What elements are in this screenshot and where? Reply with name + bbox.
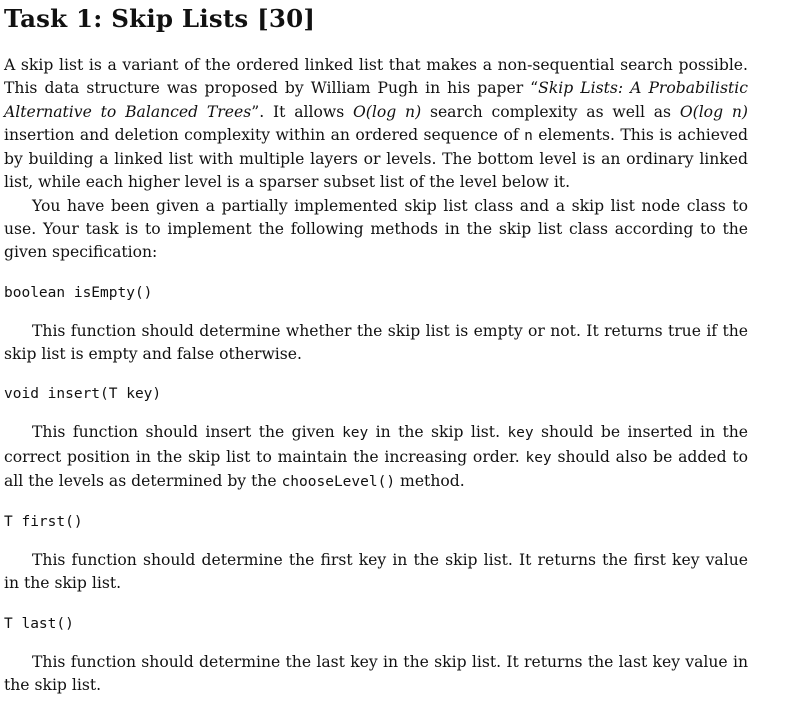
insert-text-4: should also be added to all the levels as determined by the xyxy=(4,447,749,490)
intro-text-a: A skip list is a variant of the ordered linked list that makes a non-sequential search possible. This data structure was proposed by William Pugh in his paper “ xyxy=(4,56,748,98)
task-heading: Task 1: Skip Lists [30] xyxy=(4,4,316,33)
chooselevel-code: chooseLevel() xyxy=(281,473,396,490)
key-code-2: key xyxy=(507,425,534,442)
insert-text-5: method. xyxy=(395,471,465,490)
isempty-signature: boolean isEmpty() xyxy=(4,284,153,301)
complexity-insert-delete: O(log n) xyxy=(679,102,748,121)
paper-title: Skip Lists: A Probabilistic Alternative to Balanced Trees xyxy=(4,79,748,121)
isempty-description: This function should determine whether the skip list is empty or not. It returns true if the skip list is empty and false otherwise. xyxy=(4,321,748,363)
insert-text-1: This function should insert the given xyxy=(32,423,343,442)
insert-text-3: should be inserted in the correct position in the skip list to maintain the increasing order. xyxy=(4,423,749,466)
n-code: n xyxy=(524,127,533,144)
intro-text-d: insertion and deletion complexity within an ordered sequence of xyxy=(4,125,525,144)
insert-description xyxy=(4,421,748,494)
intro-text-b: ”. It allows xyxy=(251,102,353,121)
insert-signature: void insert(T key) xyxy=(4,386,162,403)
key-code-3: key xyxy=(525,449,552,466)
insert-text-2: in the skip list. xyxy=(368,423,508,442)
intro-text-e: elements. This is achieved by building a linked list with multiple layers or levels. The bottom level is an ordinary linked list, while each higher level is a sparser subset list of the level below it. xyxy=(4,125,748,192)
task-paragraph: You have been given a partially implemented skip list class and a skip list node class to use. Your task is to implement the following methods in the skip list class according to the given specification: xyxy=(4,196,748,262)
intro-text-c: search complexity as well as xyxy=(421,102,680,121)
intro-paragraph xyxy=(4,54,748,195)
key-code-1: key xyxy=(342,425,369,442)
first-description: This function should determine the first key in the skip list. It returns the first key value in the skip list. xyxy=(4,551,748,593)
first-signature: T first() xyxy=(4,514,83,531)
last-signature: T last() xyxy=(4,615,74,632)
complexity-search: O(log n) xyxy=(353,102,422,121)
last-description: This function should determine the last key in the skip list. It returns the last key value in the skip list. xyxy=(4,652,748,695)
